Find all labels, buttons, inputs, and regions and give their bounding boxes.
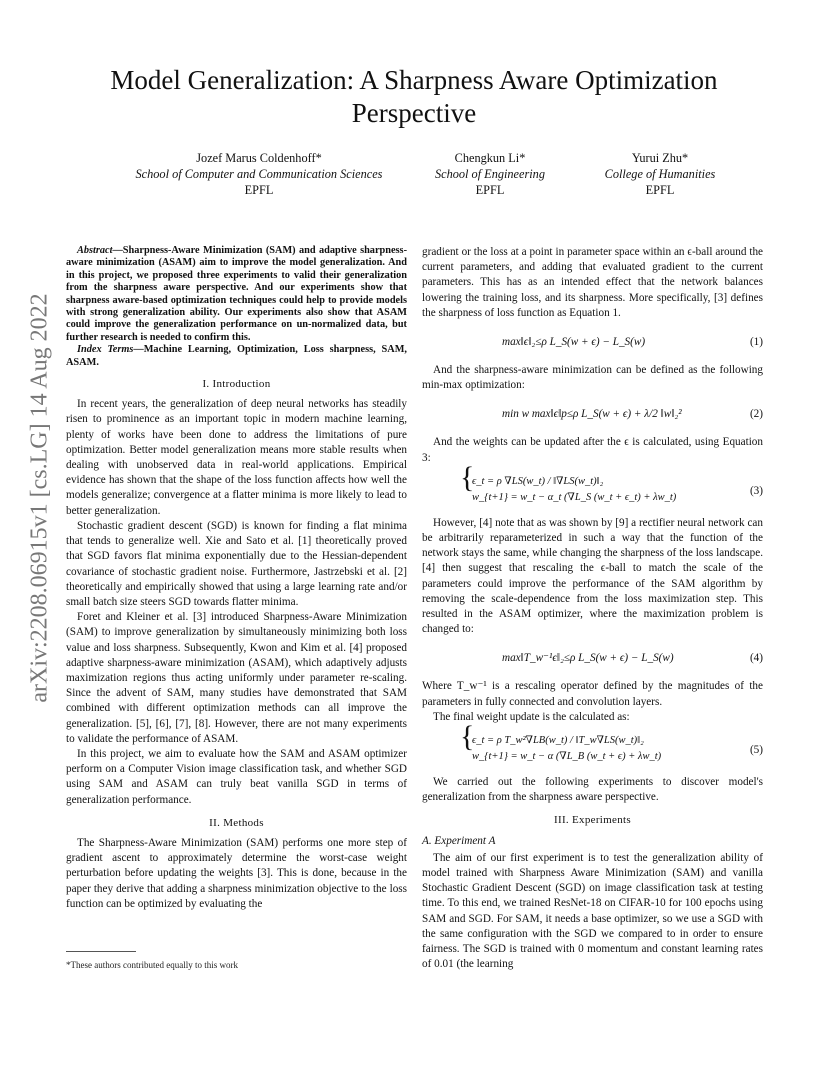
equation-5-body	[472, 733, 661, 765]
equation-5-line-1: ϵ_t = ρ T_w²∇LB(w_t) / ‖T_w∇LS(w_t)‖₂	[472, 735, 644, 747]
index-terms-label: Index Terms	[77, 344, 134, 356]
footnote-rule	[66, 951, 136, 952]
index-terms-text: —Machine Learning, Optimization, Loss sharpness, SAM, ASAM.	[66, 344, 407, 368]
left-column	[66, 245, 407, 912]
author-affiliation: School of Engineering	[435, 167, 545, 181]
intro-paragraph-3: Foret and Kleiner et al. [3] introduced Sharpness-Aware Minimization (SAM) to improve generalization by simultaneously minimizing both loss value and loss sharpness. Subsequently, Kwon and Kim et al. [4] proposed adaptive sharpness-aware minimization (ASAM), which adaptively adjusts maximization regions thus acting uniformly under parameter re-scaling. Since the advent of SAM, many studies have demonstrated that SAM combined with different optimization methods can all improve the generalization. [5], [6], [7], [8]. However, there are not many experiments to validate the performance of ASAM.	[66, 611, 407, 745]
author-2	[420, 150, 560, 198]
arxiv-identifier: arXiv:2208.06915v1 [cs.LG] 14 Aug 2022	[26, 293, 53, 703]
equation-4-number: (4)	[749, 652, 763, 665]
right-paragraph-4: However, [4] note that as was shown by [9] a rectifier neural network can be arbitrarily reparameterized in such a way that the function of the network stays the same, while changing the sharpness of the loss landscape. [4] then suggest that rescaling the ϵ-ball to match the scale of the parameters could improve the performance of the SAM algorithm by removing the scale-dependence from the loss maximization step. This resulted in the ASAM optimizer, where the maximization problem is changed to:	[422, 516, 763, 636]
arxiv-sidebar	[20, 278, 60, 718]
intro-paragraph-4: In this project, we aim to evaluate how the SAM and ASAM optimizer perform on a Computer Vision image classification task, and whether SGD using SAM and ASAM can truly beat vanilla SGD in terms of generalization performance.	[66, 747, 407, 806]
author-institution: EPFL	[475, 183, 505, 197]
methods-paragraph-1: The Sharpness-Aware Minimization (SAM) performs one more step of gradient ascent to approximately determine the worst-case weight perturbation before updating the weights [3]. This is done, because in the paper they derive that adding a sharpness minimization objective to the loss function can be optimized by evaluating the	[66, 836, 407, 910]
equation-3	[422, 460, 763, 510]
author-name: Jozef Marus Coldenhoff*	[196, 151, 322, 165]
author-1	[96, 150, 422, 198]
right-paragraph-2: And the sharpness-aware minimization can be defined as the following min-max optimization:	[422, 364, 763, 392]
section-heading-experiments: III. Experiments	[554, 814, 631, 827]
author-name: Yurui Zhu*	[631, 151, 689, 165]
right-paragraph-1: gradient or the loss at a point in parameter space within an ϵ-ball around the current parameters, and adding that evaluated gradient to the current parameters. This has as an intended effect that the network balances lowering the training loss, and its sharpness. More specifically, [3] defines the sharpness of loss function as Equation 1.	[422, 246, 763, 319]
paper-title: Model Generalization: A Sharpness Aware Optimization Perspective	[110, 65, 718, 128]
subsection-heading-experiment-a: A. Experiment A	[422, 834, 496, 847]
equation-1-number: (1)	[749, 336, 763, 349]
equation-3-line-2: w_{t+1} = w_t − α_t (∇L_S (w_t + ϵ_t) + λw_t)	[472, 491, 677, 503]
right-paragraph-3: And the weights can be updated after the ϵ is calculated, using Equation 3:	[422, 436, 763, 464]
equation-1-body: max‖ϵ‖₂≤ρ L_S(w + ϵ) − L_S(w)	[502, 336, 646, 349]
right-column	[422, 245, 763, 973]
author-institution: EPFL	[645, 183, 675, 197]
intro-paragraph-1: In recent years, the generalization of deep neural networks has steadily risen to prominence as an important topic in modern machine learning, plenty of works have been done to address the limitations of pure optimization. Better model generalization means more stable results when dealing with unobserved data in real-world applications. Empirical evidence has shown that the shape of the loss function affects how well the models generalize; convergence at a flatter minima is more likely to lead to better generalization.	[66, 398, 407, 517]
author-3	[580, 150, 740, 198]
equation-2-number: (2)	[749, 408, 763, 421]
equation-3-number: (3)	[749, 484, 763, 497]
footnote: *These authors contributed equally to this work	[66, 960, 238, 970]
equation-5-brace: {	[460, 720, 475, 754]
section-heading-methods: II. Methods	[209, 816, 264, 829]
right-paragraph-5: Where T_w⁻¹ is a rescaling operator defined by the magnitudes of the parameters in fully connected and convolution layers.	[422, 680, 763, 708]
index-terms	[66, 344, 407, 369]
author-affiliation: College of Humanities	[604, 167, 716, 181]
abstract-text: —Sharpness-Aware Minimization (SAM) and adaptive sharpness-aware minimization (ASAM) aim to improve the model generalization. And in this project, we proposed three experiments to valid their generalization from the sharpness aware perspective. And our experiments show that sharpness aware-based optimization techniques could help to provide models with strong generalization ability. Our experiments also show that ASAM could improve the generalization performance on un-normalized data, but further research is needed to confirm this.	[66, 245, 407, 343]
equation-2	[422, 399, 763, 429]
equation-3-body	[472, 474, 676, 506]
author-name: Chengkun Li*	[454, 151, 526, 165]
equation-3-line-1: ϵ_t = ρ ∇LS(w_t) / ‖∇LS(w_t)‖₂	[472, 475, 604, 487]
experiment-a-paragraph-1: The aim of our first experiment is to test the generalization ability of model trained with Sharpness Aware Minimization (SAM) and vanilla Stochastic Gradient Descent (SGD) on image classification task at testing time. To this end, we trained ResNet-18 on CIFAR-10 for 100 epochs using SAM and SGD. For SAM, it needs a base optimizer, so we use a SGD with the same configuration with the SGD we compared to in order to ensure fairness. The SGD is trained with 0 momentum and constant learning rates of 0.01 (the learning	[422, 851, 763, 971]
right-paragraph-7: We carried out the following experiments to discover model's generalization from the sharpness aware perspective.	[422, 776, 763, 804]
equation-1	[422, 327, 763, 357]
equation-5-line-2: w_{t+1} = w_t − α (∇L_B (w_t + ϵ) + λw_t)	[472, 751, 662, 763]
abstract	[66, 245, 407, 344]
right-paragraph-6: The final weight update is the calculated as:	[433, 710, 630, 723]
equation-4-body: max‖T_w⁻¹ϵ‖₂≤ρ L_S(w + ϵ) − L_S(w)	[502, 652, 674, 665]
equation-5	[422, 720, 763, 769]
abstract-label: Abstract	[77, 245, 113, 256]
equation-4	[422, 643, 763, 673]
author-affiliation: School of Computer and Communication Sciences	[135, 167, 383, 181]
section-heading-introduction: I. Introduction	[202, 378, 271, 391]
equation-3-brace: {	[460, 460, 475, 494]
equation-5-number: (5)	[749, 744, 763, 757]
intro-paragraph-2: Stochastic gradient descent (SGD) is known for finding a flat minima that tends to generalize well. Xie and Sato et al. [1] theoretically proved that SGD favors flat minima exponentially due to the Hessian-dependent covariance of stochastic gradient noise. Furthermore, Jastrzebski et al. [2] theoretically and empirically showed that using a large learning rate and/or small batch size steers SGD towards flatter minima.	[66, 519, 407, 608]
equation-2-body: min w max‖ϵ‖p≤ρ L_S(w + ϵ) + λ/2 ‖w‖₂²	[502, 408, 682, 421]
author-institution: EPFL	[244, 183, 274, 197]
